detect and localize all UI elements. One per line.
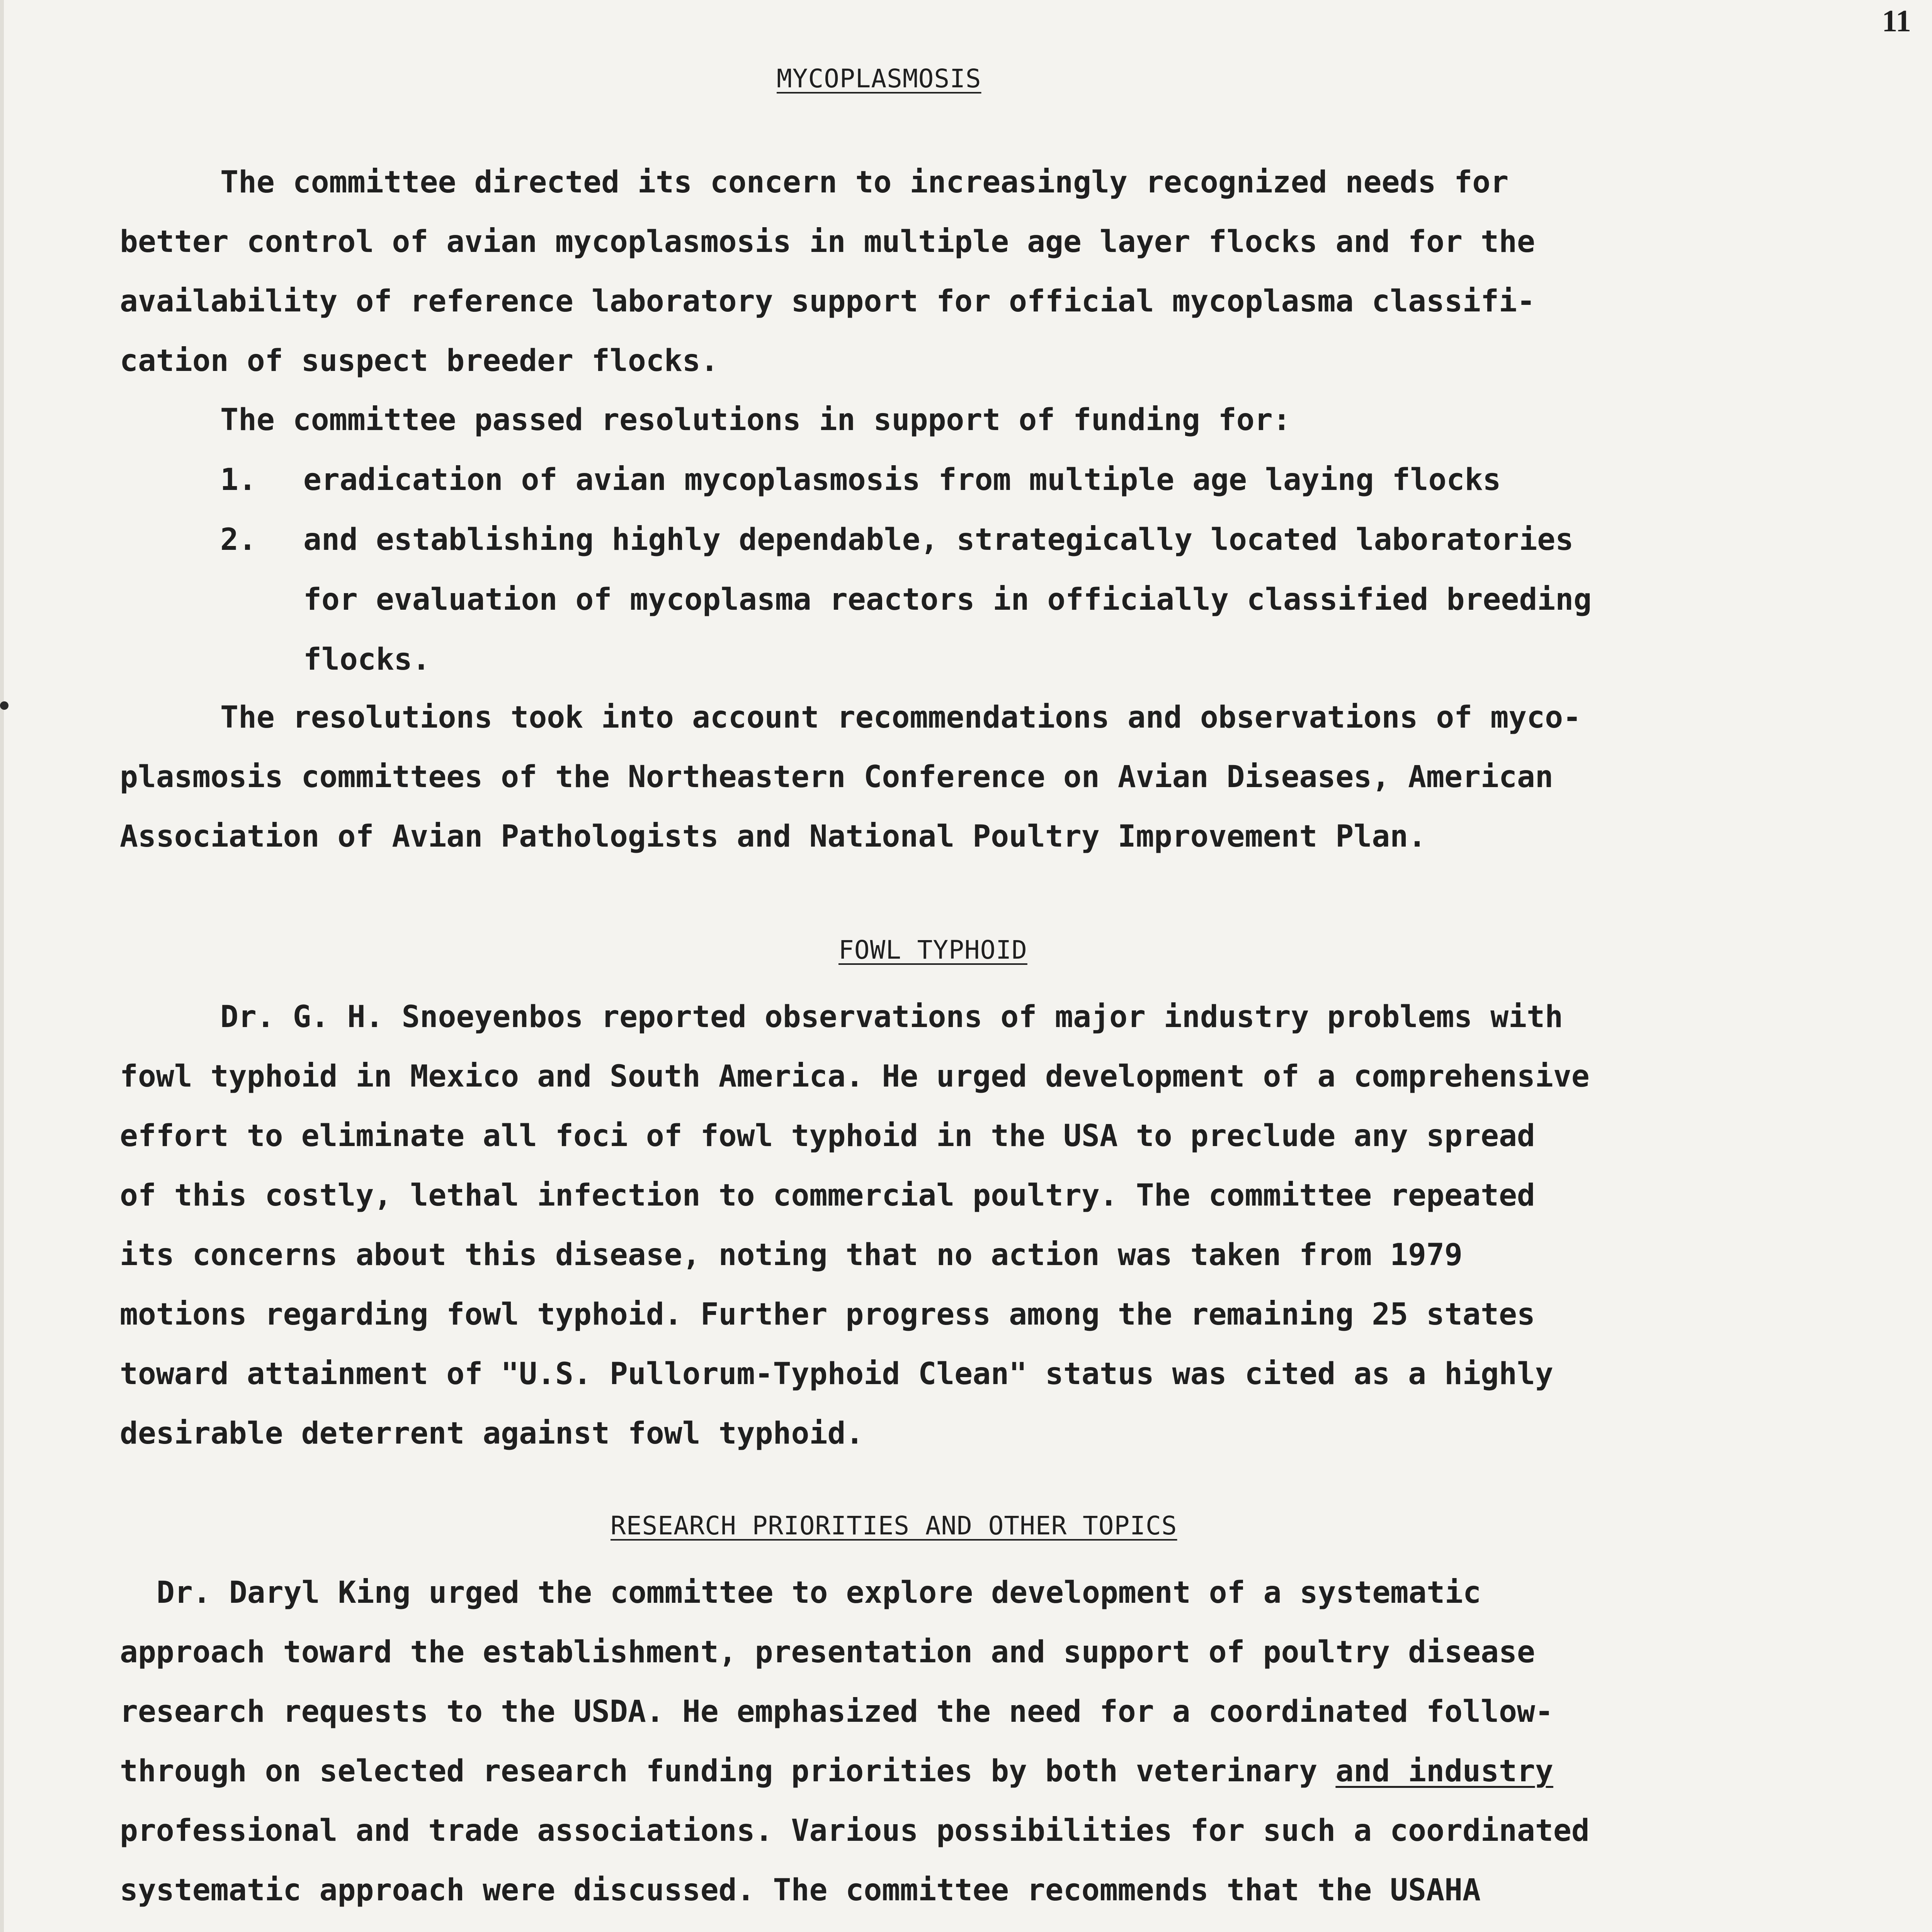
text-line: its concerns about this disease, noting that no action was taken from 1979 [120, 1238, 1463, 1272]
text-line: approach toward the establishment, presentation and support of poultry disease [120, 1635, 1535, 1670]
mycoplasmosis-paragraph-3 [120, 688, 1804, 866]
resolution-list-item-2 [0, 510, 1932, 696]
text-line: availability of reference laboratory support for official mycoplasma classifi- [120, 284, 1535, 319]
text-line: cation of suspect breeder flocks. [120, 344, 719, 378]
text-line: of this costly, lethal infection to commercial poultry. The committee repeated [120, 1178, 1535, 1213]
text-line: motions regarding fowl typhoid. Further progress among the remaining 25 states [120, 1297, 1535, 1332]
research-priorities-heading: RESEARCH PRIORITIES AND OTHER TOPICS [611, 1511, 1177, 1541]
text-line: Dr. Daryl King urged the committee to explore development of a systematic [156, 1575, 1481, 1610]
fowl-typhoid-heading: FOWL TYPHOID [838, 935, 1027, 965]
text-line-with-underline [120, 1742, 1804, 1801]
text-segment: through on selected research funding priorities by both veterinary [120, 1754, 1336, 1789]
text-line: toward attainment of "U.S. Pullorum-Typhoid Clean" status was cited as a highly [120, 1357, 1553, 1391]
page-number: 11 [1882, 4, 1911, 38]
text-line: The resolutions took into account recommendations and observations of myco- [220, 700, 1581, 735]
text-line: fowl typhoid in Mexico and South America. He urged development of a comprehensive [120, 1059, 1590, 1094]
text-line: The committee directed its concern to increasingly recognized needs for [220, 165, 1509, 200]
mycoplasmosis-paragraph-2 [120, 390, 1804, 450]
underlined-phrase: and industry [1335, 1754, 1553, 1789]
list-text: for evaluation of mycoplasma reactors in officially classified breeding [303, 582, 1592, 617]
text-line: systematic approach were discussed. The committee recommends that the USAHA [120, 1873, 1481, 1908]
text-line: professional and trade associations. Various possibilities for such a coordinated [120, 1813, 1590, 1848]
mycoplasmosis-paragraph-1 [120, 153, 1804, 391]
text-line: Association of Avian Pathologists and National Poultry Improvement Plan. [120, 819, 1427, 854]
fowl-typhoid-paragraph [120, 987, 1804, 1463]
page-left-edge [0, 0, 4, 1932]
text-line: effort to eliminate all foci of fowl typhoid in the USA to preclude any spread [120, 1119, 1535, 1153]
text-line: better control of avian mycoplasmosis in multiple age layer flocks and for the [120, 224, 1535, 259]
list-text: eradication of avian mycoplasmosis from multiple age laying flocks [303, 463, 1501, 497]
list-text: and establishing highly dependable, strategically located laboratories [303, 522, 1574, 557]
text-line: The committee passed resolutions in support of funding for: [220, 403, 1291, 437]
list-number: 2. [220, 522, 257, 557]
research-paragraph [120, 1563, 1804, 1932]
list-number: 1. [220, 463, 257, 497]
text-line: research requests to the USDA. He emphasized the need for a coordinated follow- [120, 1694, 1553, 1729]
mycoplasmosis-heading: MYCOPLASMOSIS [777, 64, 981, 94]
text-line: Dr. G. H. Snoeyenbos reported observations of major industry problems with [220, 1000, 1563, 1034]
scan-speck [0, 701, 9, 710]
text-line: plasmosis committees of the Northeastern Conference on Avian Diseases, American [120, 760, 1553, 794]
text-line [120, 1920, 1804, 1932]
list-text: flocks. [303, 642, 430, 677]
text-line: desirable deterrent against fowl typhoid. [120, 1416, 864, 1451]
